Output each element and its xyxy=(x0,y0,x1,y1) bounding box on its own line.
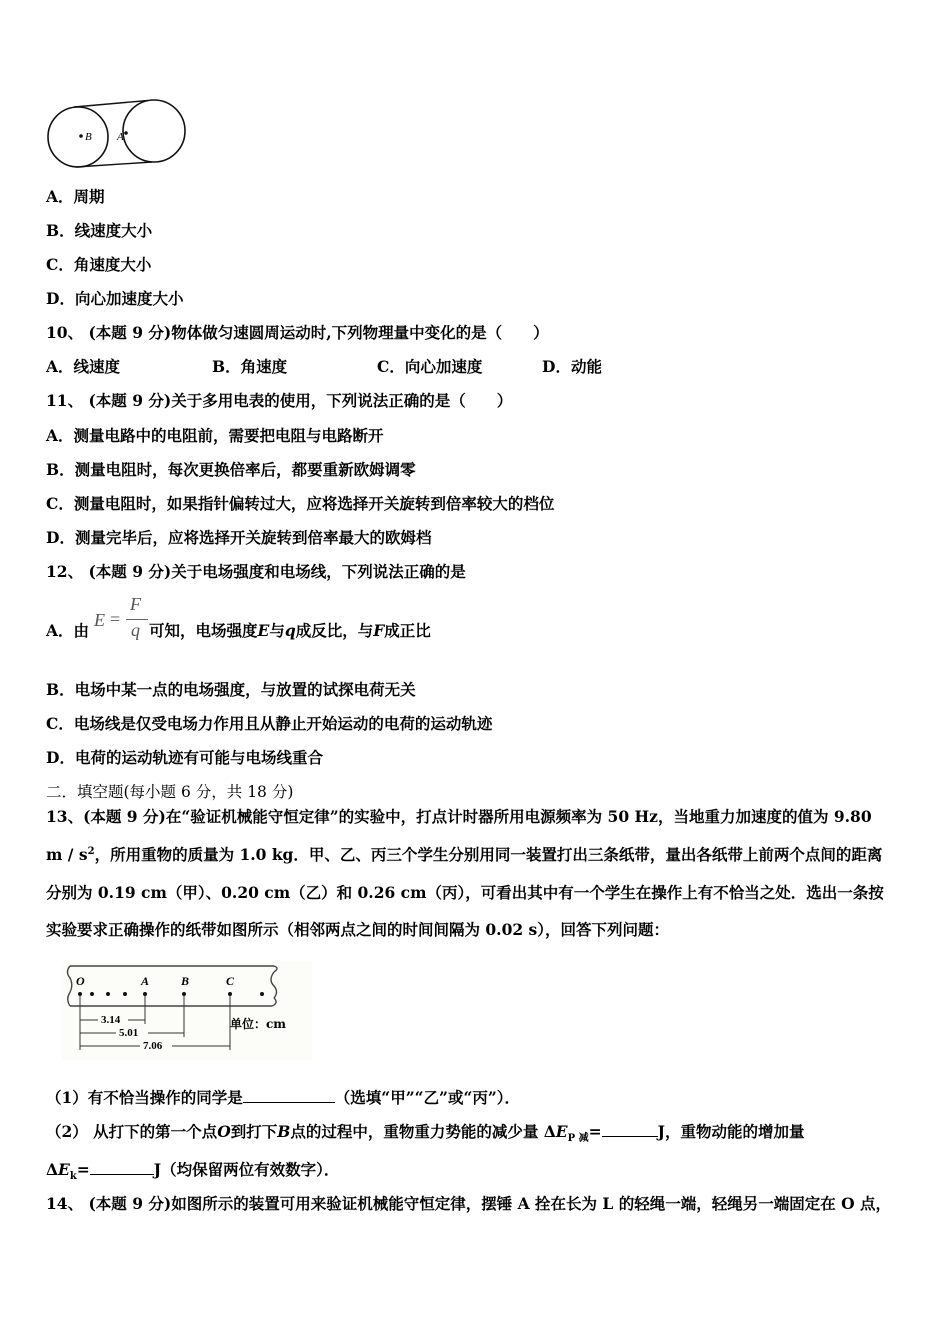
q12-option-a-prefix: A．由 xyxy=(46,621,90,640)
tape-dot xyxy=(260,992,264,996)
tape-label-c: C xyxy=(226,974,235,988)
formula-numerator: F xyxy=(130,594,141,614)
q13-line-2: m / $s^2$，所用重物的质量为 1.0 kg．甲、乙、丙三个学生分别用同一装置打出三条纸带，量出各纸带上前两个点间的距离 xyxy=(46,845,883,864)
paper-tape-figure xyxy=(62,962,312,1060)
q13-sub-2: （2） 从打下的第一个点O到打下B点的过程中，重物重力势能的减少量 $\Delta E_{P 减}= J$，重物动能的增加量 xyxy=(46,1122,805,1145)
q12-stem: 12、 (本题 9 分)关于电场强度和电场线，下列说法正确的是 xyxy=(46,562,466,581)
tape-dot xyxy=(106,992,110,996)
q10-option-b: B．角速度 xyxy=(212,357,288,376)
q12-option-a-text: 可知，电场强度E与q成反比，与F成正比 xyxy=(149,621,431,640)
pulley-belt-figure xyxy=(42,98,192,168)
formula-lhs: E xyxy=(94,610,105,630)
q9-option-c: C．角速度大小 xyxy=(46,255,152,274)
q10-option-a: A．线速度 xyxy=(46,357,121,376)
formula-denominator: q xyxy=(131,620,140,640)
dim-label-1: 3.14 xyxy=(101,1014,121,1026)
q13-line-4: 实验要求正确操作的纸带如图所示（相邻两点之间的时间间隔为 0.02 s），回答下列问题： xyxy=(46,920,670,939)
formula-e-equals-f-over-q xyxy=(92,592,150,648)
q11-option-b: B．测量电阻时，每次更换倍率后，都要重新欧姆调零 xyxy=(46,460,416,479)
answer-blank-1[interactable] xyxy=(243,1088,335,1103)
q12-option-d: D．电荷的运动轨迹有可能与电场线重合 xyxy=(46,748,323,767)
tape-dot xyxy=(228,992,232,996)
tape-label-b: B xyxy=(181,974,190,988)
q13-sub-3: $\Delta E_k= J$（均保留两位有效数字）． xyxy=(46,1160,340,1183)
tape-dot xyxy=(123,992,127,996)
formula-equals: = xyxy=(110,609,121,629)
q11-option-d: D．测量完毕后，应将选择开关旋转到倍率最大的欧姆档 xyxy=(46,528,432,547)
q9-option-a: A．周期 xyxy=(46,187,105,206)
small-pulley xyxy=(48,107,108,167)
label-a: A xyxy=(117,131,124,143)
q11-stem: 11、 (本题 9 分)关于多用电表的使用，下列说法正确的是（ ） xyxy=(46,391,513,410)
answer-blank-2[interactable] xyxy=(602,1122,658,1137)
q9-option-b: B．线速度大小 xyxy=(46,221,153,240)
q12-option-b: B．电场中某一点的电场强度，与放置的试探电荷无关 xyxy=(46,680,416,699)
q10-option-d: D．动能 xyxy=(542,357,602,376)
point-b-dot xyxy=(79,134,83,138)
q10-option-c: C．向心加速度 xyxy=(377,357,483,376)
q13-sub-1: （1）有不恰当操作的同学是 （选填“甲”“乙”或“丙”）． xyxy=(46,1088,521,1107)
dim-label-3: 7.06 xyxy=(143,1040,163,1052)
tape-label-a: A xyxy=(141,974,150,988)
point-a-dot xyxy=(124,131,128,135)
tape-dot xyxy=(90,992,94,996)
tape-label-o: O xyxy=(76,974,85,988)
q11-option-a: A．测量电路中的电阻前，需要把电阻与电路断开 xyxy=(46,426,384,445)
q12-option-c: C．电场线是仅受电场力作用且从静止开始运动的电荷的运动轨迹 xyxy=(46,714,493,733)
large-pulley xyxy=(123,100,185,162)
answer-blank-3[interactable] xyxy=(90,1160,154,1175)
q10-options xyxy=(46,357,602,377)
belt-bottom xyxy=(76,162,152,167)
q11-option-c: C．测量电阻时，如果指针偏转过大，应将选择开关旋转到倍率较大的档位 xyxy=(46,494,555,513)
q9-option-d: D．向心加速度大小 xyxy=(46,289,184,308)
dim-label-2: 5.01 xyxy=(119,1027,139,1039)
q13-line-1: 13、(本题 9 分)在“验证机械能守恒定律”的实验中，打点计时器所用电源频率为 50 Hz，当地重力加速度的值为 9.80 xyxy=(46,807,872,826)
label-b: B xyxy=(85,131,92,143)
q10-stem: 10、 (本题 9 分)物体做匀速圆周运动时,下列物理量中变化的是（ ） xyxy=(46,323,549,342)
unit-label: 单位：cm xyxy=(230,1017,287,1031)
tape-dot xyxy=(182,992,186,996)
section-2-title: 二．填空题(每小题 6 分，共 18 分) xyxy=(46,783,294,801)
q14-line-1: 14、 (本题 9 分)如图所示的装置可用来验证机械能守恒定律，摆锤 A 拴在长为 L 的轻绳一端，轻绳另一端固定在 O 点， xyxy=(46,1194,892,1213)
tape-dot xyxy=(143,992,147,996)
q13-line-3: 分别为 0.19 cm（甲）、0.20 cm（乙）和 0.26 cm（丙），可看出其中有一个学生在操作上有不恰当之处．选出一条按 xyxy=(46,883,884,902)
tape-dot xyxy=(78,992,82,996)
